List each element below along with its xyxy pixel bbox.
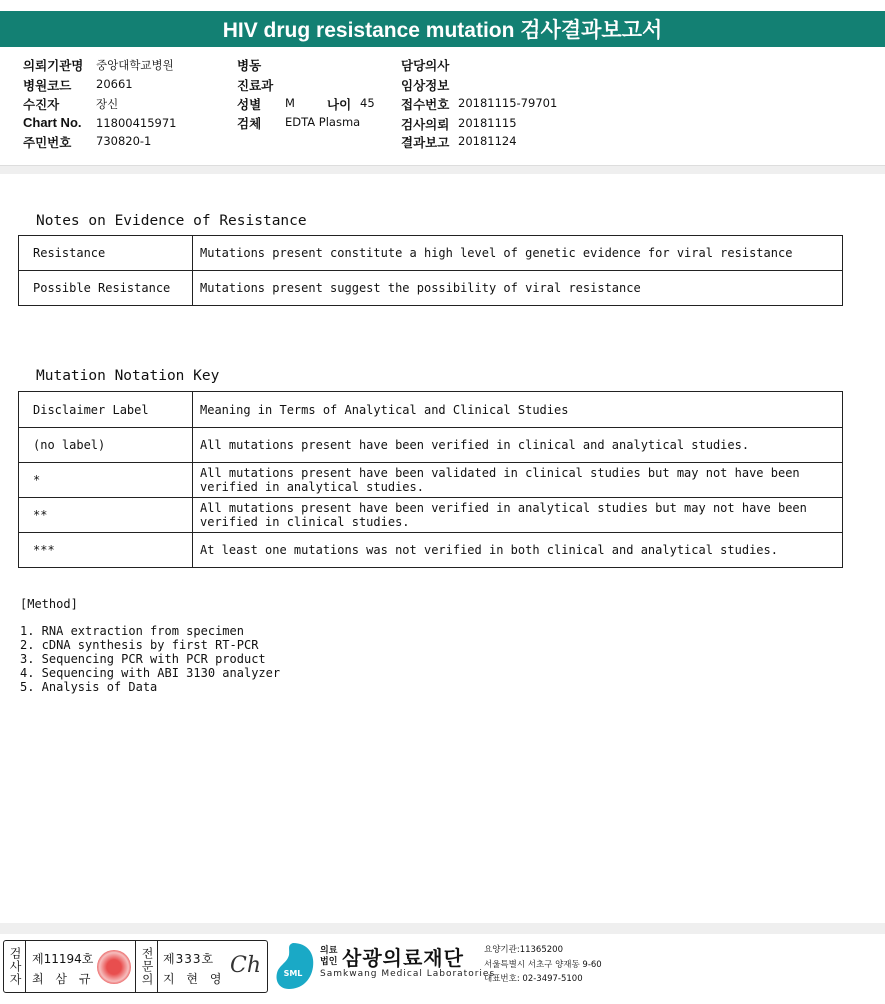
examiner-license: 제11194호 — [32, 952, 94, 966]
method-step: 1. RNA extraction from specimen — [20, 624, 244, 638]
table-header-row — [19, 392, 843, 428]
notation-title: Mutation Notation Key — [36, 368, 220, 384]
info-value: 20181124 — [458, 134, 517, 148]
table-cell: Resistance — [19, 236, 193, 271]
org-english-name: Samkwang Medical Laboratories — [320, 969, 496, 979]
info-value: M — [285, 96, 295, 110]
org-phone: 대표번호: 02-3497-5100 — [484, 974, 583, 984]
table-cell: All mutations present have been verified in analytical studies but may not have been verified in clinical studies. — [193, 498, 843, 533]
specialist-section — [158, 941, 267, 992]
table-row — [19, 533, 843, 568]
table-row — [19, 271, 843, 306]
info-value: 45 — [360, 96, 375, 110]
info-value: 20661 — [96, 77, 133, 91]
info-value: 중앙대학교병원 — [96, 58, 174, 72]
org-address: 서울특별시 서초구 양재동 9-60 — [484, 959, 602, 970]
seal-icon — [97, 950, 131, 984]
org-type — [320, 946, 342, 968]
examiner-name: 최 삼 규 — [32, 972, 95, 986]
org-name: 삼광의료재단 — [342, 946, 464, 970]
signature-box — [3, 940, 268, 993]
info-label: 주민번호 — [23, 135, 72, 150]
table-cell: *** — [19, 533, 193, 568]
table-row — [19, 236, 843, 271]
info-value: EDTA Plasma — [285, 115, 361, 129]
specialist-license: 제333호 — [163, 952, 215, 966]
specialist-label — [136, 941, 158, 992]
table-row — [19, 498, 843, 533]
org-info — [484, 943, 602, 987]
info-label: 병동 — [237, 58, 262, 73]
table-cell: Mutations present suggest the possibility of viral resistance — [193, 271, 843, 306]
table-cell: (no label) — [19, 428, 193, 463]
table-cell: Possible Resistance — [19, 271, 193, 306]
org-type-text: 의료법인 — [320, 946, 338, 967]
logo-text: SML — [283, 969, 303, 978]
info-label: 나이 — [327, 97, 352, 112]
evidence-title: Notes on Evidence of Resistance — [36, 213, 307, 229]
method-step: 2. cDNA synthesis by first RT-PCR — [20, 638, 259, 652]
table-cell: Mutations present constitute a high level of genetic evidence for viral resistance — [193, 236, 843, 271]
info-label: 담당의사 — [401, 58, 450, 73]
column-header: Disclaimer Label — [19, 392, 193, 428]
table-row — [19, 428, 843, 463]
table-cell: All mutations present have been validated in clinical studies but may not have been verified in analytical studies. — [193, 463, 843, 498]
examiner-label — [4, 941, 26, 992]
notation-table — [18, 391, 843, 568]
info-label: 의뢰기관명 — [23, 58, 84, 73]
method-title: [Method] — [20, 597, 78, 611]
divider — [0, 923, 885, 934]
divider — [0, 165, 885, 174]
org-code: 요양기관:11365200 — [484, 945, 563, 955]
method-section — [20, 597, 280, 694]
info-label: 접수번호 — [401, 97, 450, 112]
info-value: 20181115 — [458, 116, 517, 130]
signature: Ch — [229, 953, 261, 978]
method-step: 4. Sequencing with ABI 3130 analyzer — [20, 666, 281, 680]
info-label: 결과보고 — [401, 135, 450, 150]
info-label: 수진자 — [23, 97, 60, 112]
examiner-section — [26, 941, 136, 992]
info-label: 검사의뢰 — [401, 117, 450, 132]
evidence-table — [18, 235, 843, 306]
info-label: 성별 — [237, 97, 262, 112]
examiner-label-text: 검사자 — [8, 947, 22, 986]
table-cell: * — [19, 463, 193, 498]
info-value: 11800415971 — [96, 116, 177, 130]
table-cell: ** — [19, 498, 193, 533]
specialist-label-text: 전문의 — [140, 947, 154, 986]
column-header: Meaning in Terms of Analytical and Clinical Studies — [193, 392, 843, 428]
info-value: 20181115-79701 — [458, 96, 558, 110]
info-label: 진료과 — [237, 78, 274, 93]
method-step: 3. Sequencing PCR with PCR product — [20, 652, 266, 666]
sml-logo-icon — [273, 941, 317, 991]
patient-info — [0, 55, 885, 165]
info-label: Chart No. — [23, 115, 82, 130]
report-title: HIV drug resistance mutation 검사결과보고서 — [0, 11, 885, 47]
table-cell: At least one mutations was not verified in both clinical and analytical studies. — [193, 533, 843, 568]
info-value: 장신 — [96, 97, 119, 111]
specialist-name: 지 현 영 — [163, 972, 226, 986]
info-value: 730820-1 — [96, 134, 152, 148]
info-label: 병원코드 — [23, 78, 72, 93]
table-row — [19, 463, 843, 498]
method-step: 5. Analysis of Data — [20, 680, 158, 694]
info-label: 임상정보 — [401, 78, 450, 93]
info-label: 검체 — [237, 116, 262, 131]
table-cell: All mutations present have been verified in clinical and analytical studies. — [193, 428, 843, 463]
